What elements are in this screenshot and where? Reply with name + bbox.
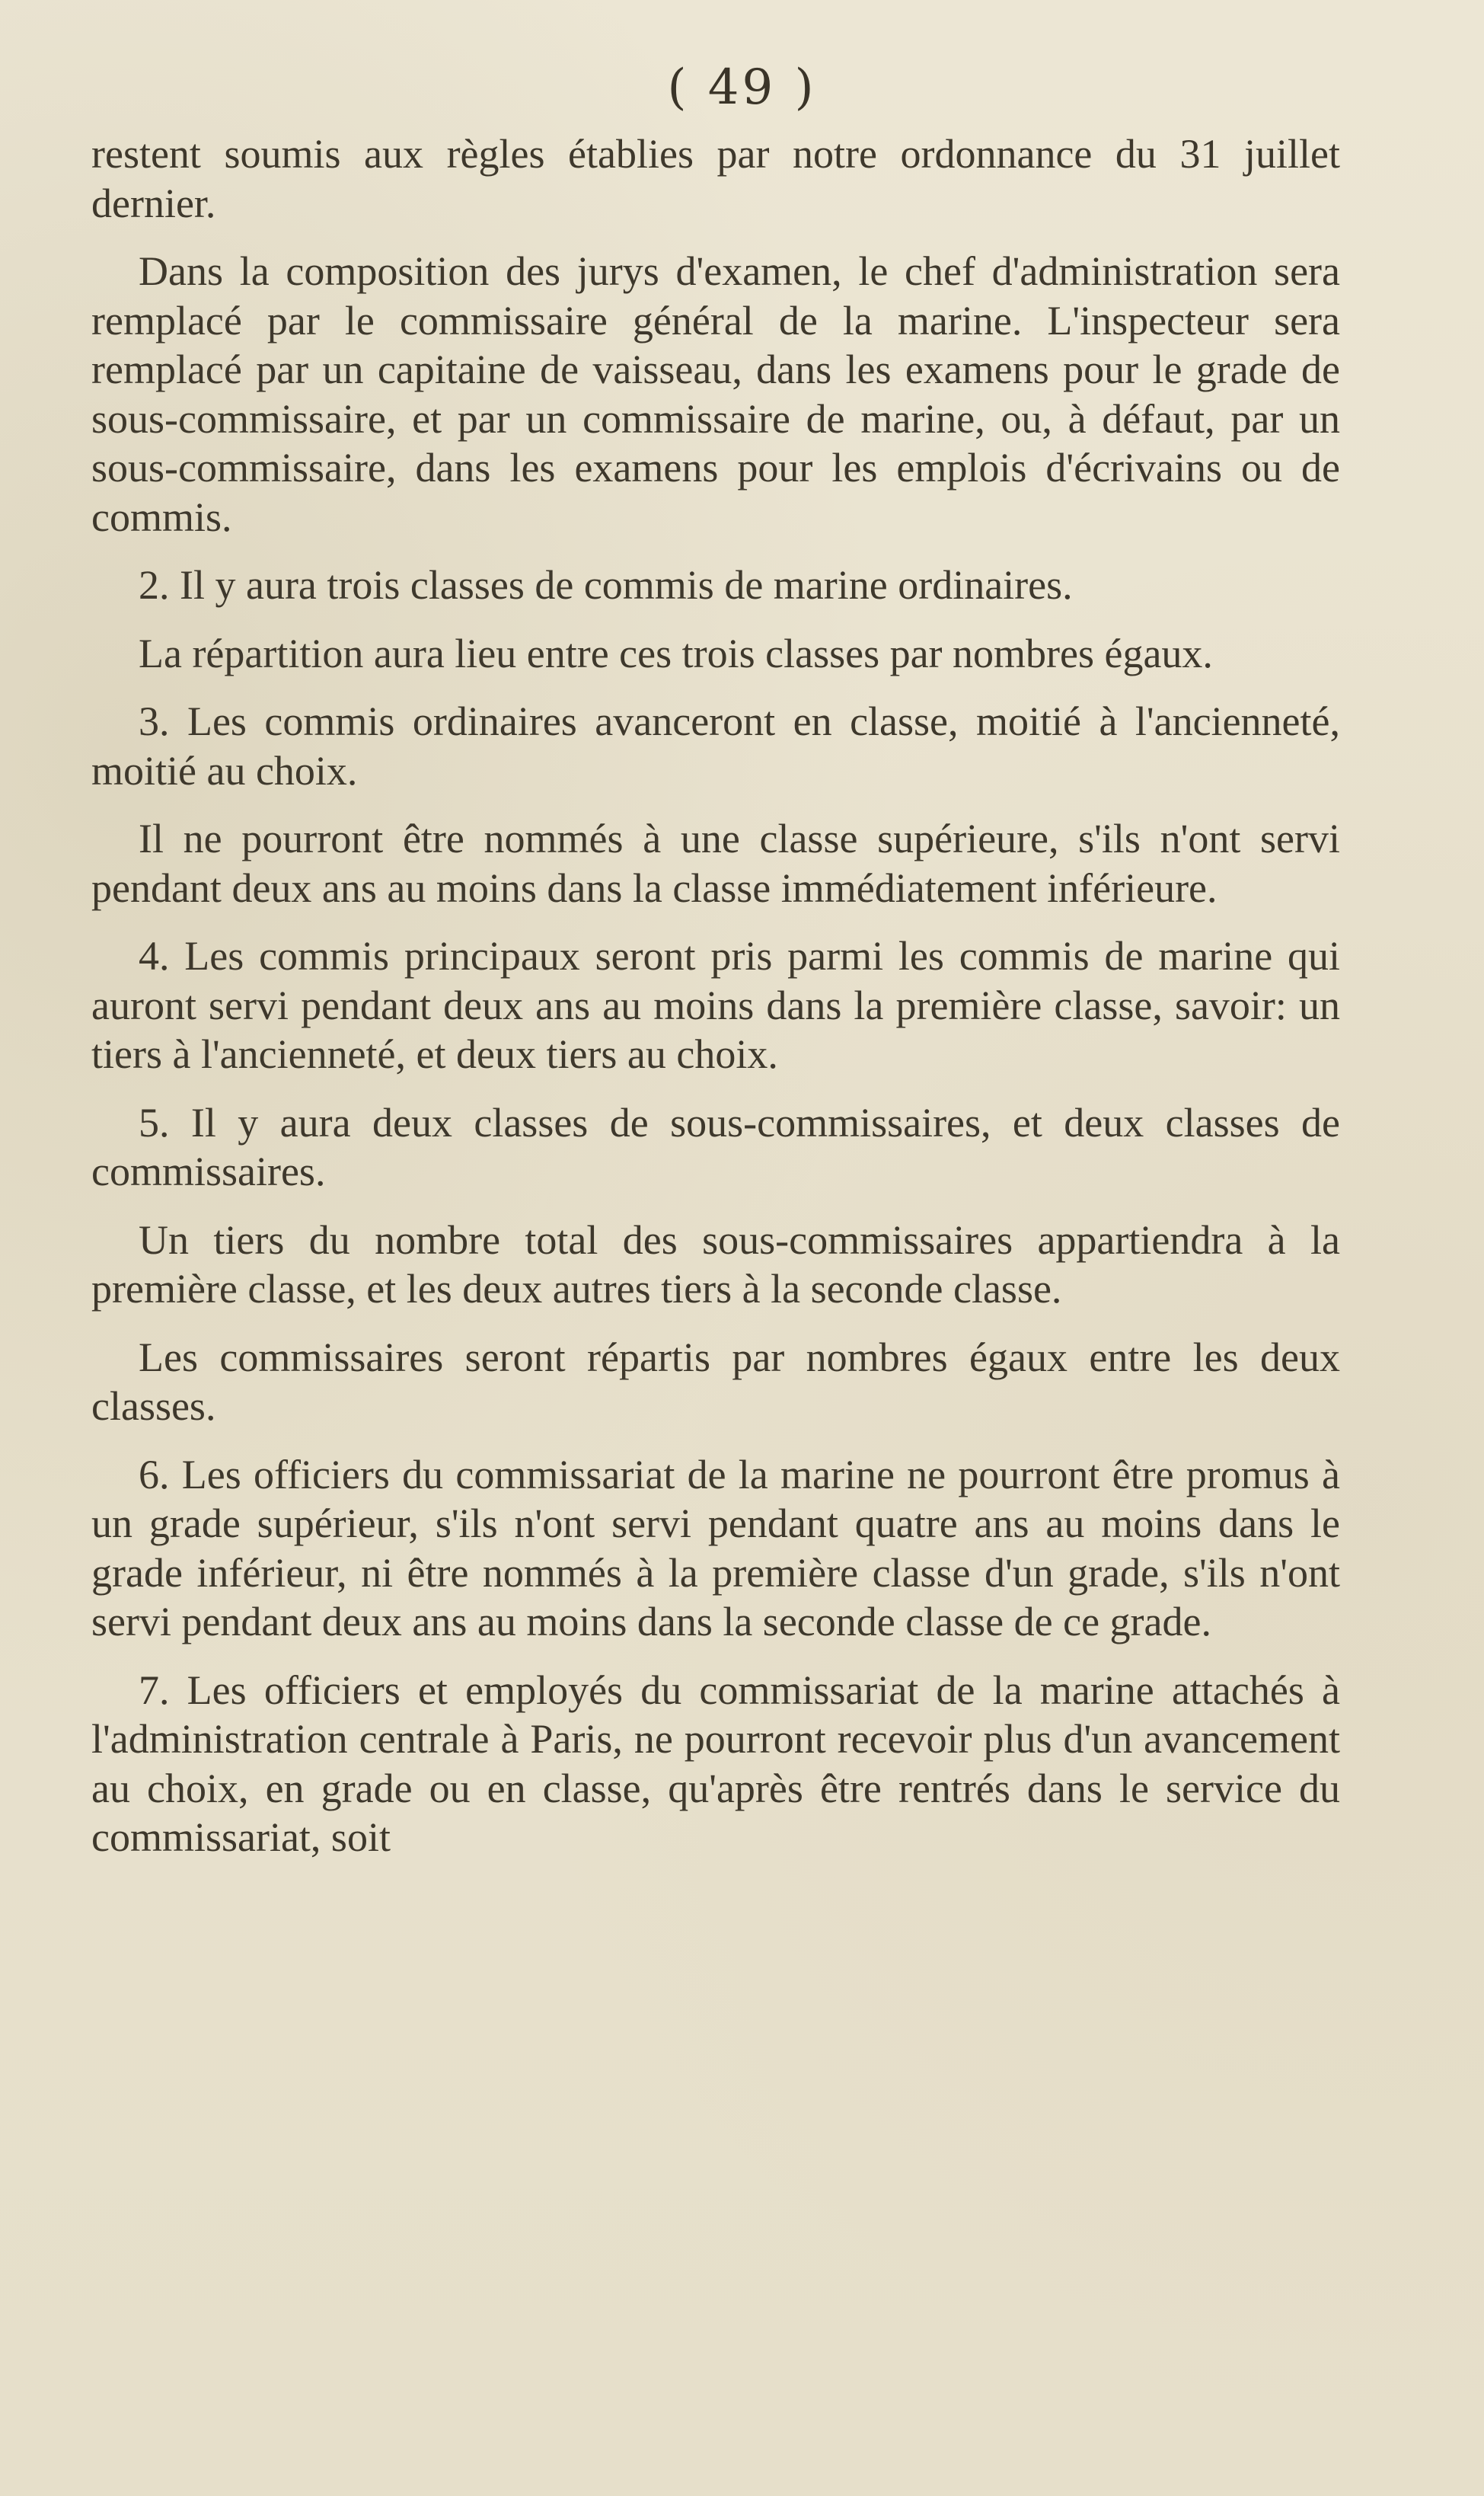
paragraph-2: Dans la composition des jurys d'examen, le chef d'administration sera remplacé par le commissaire général de la marine. L'inspecteur sera remplacé par un capitaine de vaisseau, dans les examens pour le grade de sous-commissaire, et par un commissaire de marine, ou, à défaut, par un sous-commissaire, dans les examens pour les emplois d'écrivains ou de commis.	[91, 248, 1340, 540]
paragraph-1: restent soumis aux règles établies par notre ordonnance du 31 juillet dernier.	[91, 131, 1340, 226]
paragraph-7: 4. Les commis principaux seront pris parmi les commis de marine qui auront servi pendant deux ans au moins dans la première classe, savoir: un tiers à l'ancienneté, et deux tiers au choix.	[91, 933, 1340, 1077]
paragraph-12: 7. Les officiers et employés du commissariat de la marine attachés à l'administration centrale à Paris, ne pourront recevoir plus d'un avancement au choix, en grade ou en classe, qu'après être rentrés dans le service du commissariat, soit	[91, 1667, 1340, 1860]
paragraph-9: Un tiers du nombre total des sous-commissaires appartiendra à la première classe, et les deux autres tiers à la seconde classe.	[91, 1216, 1340, 1312]
body-text	[91, 129, 1340, 1881]
paragraph-3: 2. Il y aura trois classes de commis de marine ordinaires.	[139, 562, 1073, 608]
paragraph-11: 6. Les officiers du commissariat de la marine ne pourront être promus à un grade supérieur, s'ils n'ont servi pendant quatre ans au moins dans le grade inférieur, ni être nommés à la première classe d'un grade, s'ils n'ont servi pendant deux ans au moins dans la seconde classe de ce grade.	[91, 1451, 1340, 1644]
page-number: ( 49 )	[667, 59, 817, 116]
paragraph-6: Il ne pourront être nommés à une classe supérieure, s'ils n'ont servi pendant deux ans au moins dans la classe immédiatement inférieure.	[91, 816, 1340, 911]
paragraph-4: La répartition aura lieu entre ces trois classes par nombres égaux.	[139, 630, 1213, 676]
paragraph-5: 3. Les commis ordinaires avanceront en classe, moitié à l'ancienneté, moitié au choix.	[91, 698, 1340, 794]
paragraph-8: 5. Il y aura deux classes de sous-commissaires, et deux classes de commissaires.	[91, 1099, 1340, 1194]
paragraph-10: Les commissaires seront répartis par nombres égaux entre les deux classes.	[91, 1334, 1340, 1429]
